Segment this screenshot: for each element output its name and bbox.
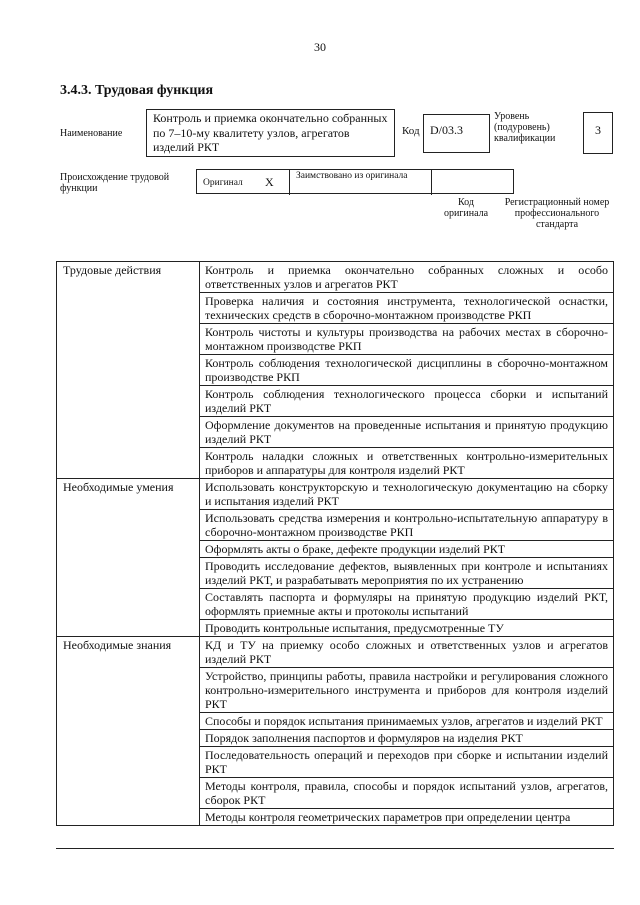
labor-function-table bbox=[56, 261, 614, 826]
table-cell: Способы и порядок испытания принимаемых узлов, агрегатов и изделий РКТ bbox=[200, 713, 614, 730]
table-cell: Проверка наличия и состояния инструмента, технологической оснастки, технических средств в сборочно-монтажном производстве РКП bbox=[200, 293, 614, 324]
table-cell: Контроль соблюдения технологической дисциплины в сборочно-монтажном производстве РКП bbox=[200, 355, 614, 386]
table-cell: Контроль и приемка окончательно собранных сложных и особо ответственных узлов и агрегатов РКТ bbox=[200, 262, 614, 293]
table-cell: Контроль наладки сложных и ответственных контрольно-измерительных приборов и аппаратуры для контроля изделий РКТ bbox=[200, 448, 614, 479]
table-cell: Проводить исследование дефектов, выявленных при контроле и испытаниях изделий РКТ, и разрабатывать мероприятия по их устранению bbox=[200, 558, 614, 589]
code-value-box: D/03.3 bbox=[423, 114, 490, 153]
table-cell: Последовательность операций и переходов при сборке и испытании изделий РКТ bbox=[200, 747, 614, 778]
original-label: Оригинал bbox=[203, 178, 243, 188]
page-number: 30 bbox=[314, 40, 326, 54]
origin-label: Происхождение трудовой функции bbox=[60, 172, 170, 194]
level-label: Уровень (подуровень) квалификации bbox=[494, 111, 556, 144]
section-heading: Трудовые действия bbox=[57, 262, 200, 479]
level-value-box: 3 bbox=[583, 112, 613, 154]
table-cell: Контроль чистоты и культуры производства на рабочих местах в сборочно-монтажном производстве РКП bbox=[200, 324, 614, 355]
code-original-caption: Код оригинала bbox=[443, 197, 489, 219]
table-cell: Составлять паспорта и формуляры на принятую продукцию изделий РКТ, оформлять приемные акты и протоколы испытаний bbox=[200, 589, 614, 620]
section-heading: Необходимые знания bbox=[57, 637, 200, 826]
reg-number-caption: Регистрационный номер профессионального стандарта bbox=[504, 197, 610, 230]
table-cell: Устройство, принципы работы, правила настройки и регулирования сложного контрольно-измерительного инструмента и приборов для контроля изделий РКТ bbox=[200, 668, 614, 713]
table-cell: Использовать средства измерения и контрольно-испытательную аппаратуру в сборочно-монтажном производстве РКП bbox=[200, 510, 614, 541]
name-label: Наименование bbox=[60, 128, 123, 139]
borrowed-cell bbox=[289, 170, 431, 195]
original-mark-cell bbox=[253, 170, 289, 195]
table-cell: Оформлять акты о браке, дефекте продукции изделий РКТ bbox=[200, 541, 614, 558]
table-cell: Использовать конструкторскую и технологическую документацию на сборку и испытания изделий РКТ bbox=[200, 479, 614, 510]
borrowed-label: Заимствовано из оригинала bbox=[296, 171, 408, 181]
table-cell: Методы контроля геометрических параметров при определении центра bbox=[200, 809, 614, 826]
table-cell: Порядок заполнения паспортов и формуляров на изделия РКТ bbox=[200, 730, 614, 747]
table-cell: Проводить контрольные испытания, предусмотренные ТУ bbox=[200, 620, 614, 637]
original-cell bbox=[197, 170, 253, 195]
table-row bbox=[57, 479, 614, 510]
name-value-box: Контроль и приемка окончательно собранных по 7–10-му квалитету узлов, агрегатов изделий РКТ bbox=[146, 109, 395, 157]
table-cell: КД и ТУ на приемку особо сложных и ответственных узлов и агрегатов изделий РКТ bbox=[200, 637, 614, 668]
table-cell: Контроль соблюдения технологического процесса сборки и испытаний изделий РКТ bbox=[200, 386, 614, 417]
code-label: Код bbox=[402, 125, 420, 137]
code-original-cell bbox=[431, 170, 514, 195]
table-row bbox=[57, 262, 614, 293]
table-cell: Оформление документов на проведенные испытания и принятую продукцию изделий РКТ bbox=[200, 417, 614, 448]
original-mark: X bbox=[265, 175, 274, 189]
section-heading: Необходимые умения bbox=[57, 479, 200, 637]
origin-table bbox=[196, 169, 514, 194]
bottom-rule bbox=[56, 848, 614, 849]
table-row bbox=[57, 637, 614, 668]
table-cell: Методы контроля, правила, способы и порядок испытаний узлов, агрегатов, сборок РКТ bbox=[200, 778, 614, 809]
section-title: 3.4.3. Трудовая функция bbox=[60, 83, 214, 98]
